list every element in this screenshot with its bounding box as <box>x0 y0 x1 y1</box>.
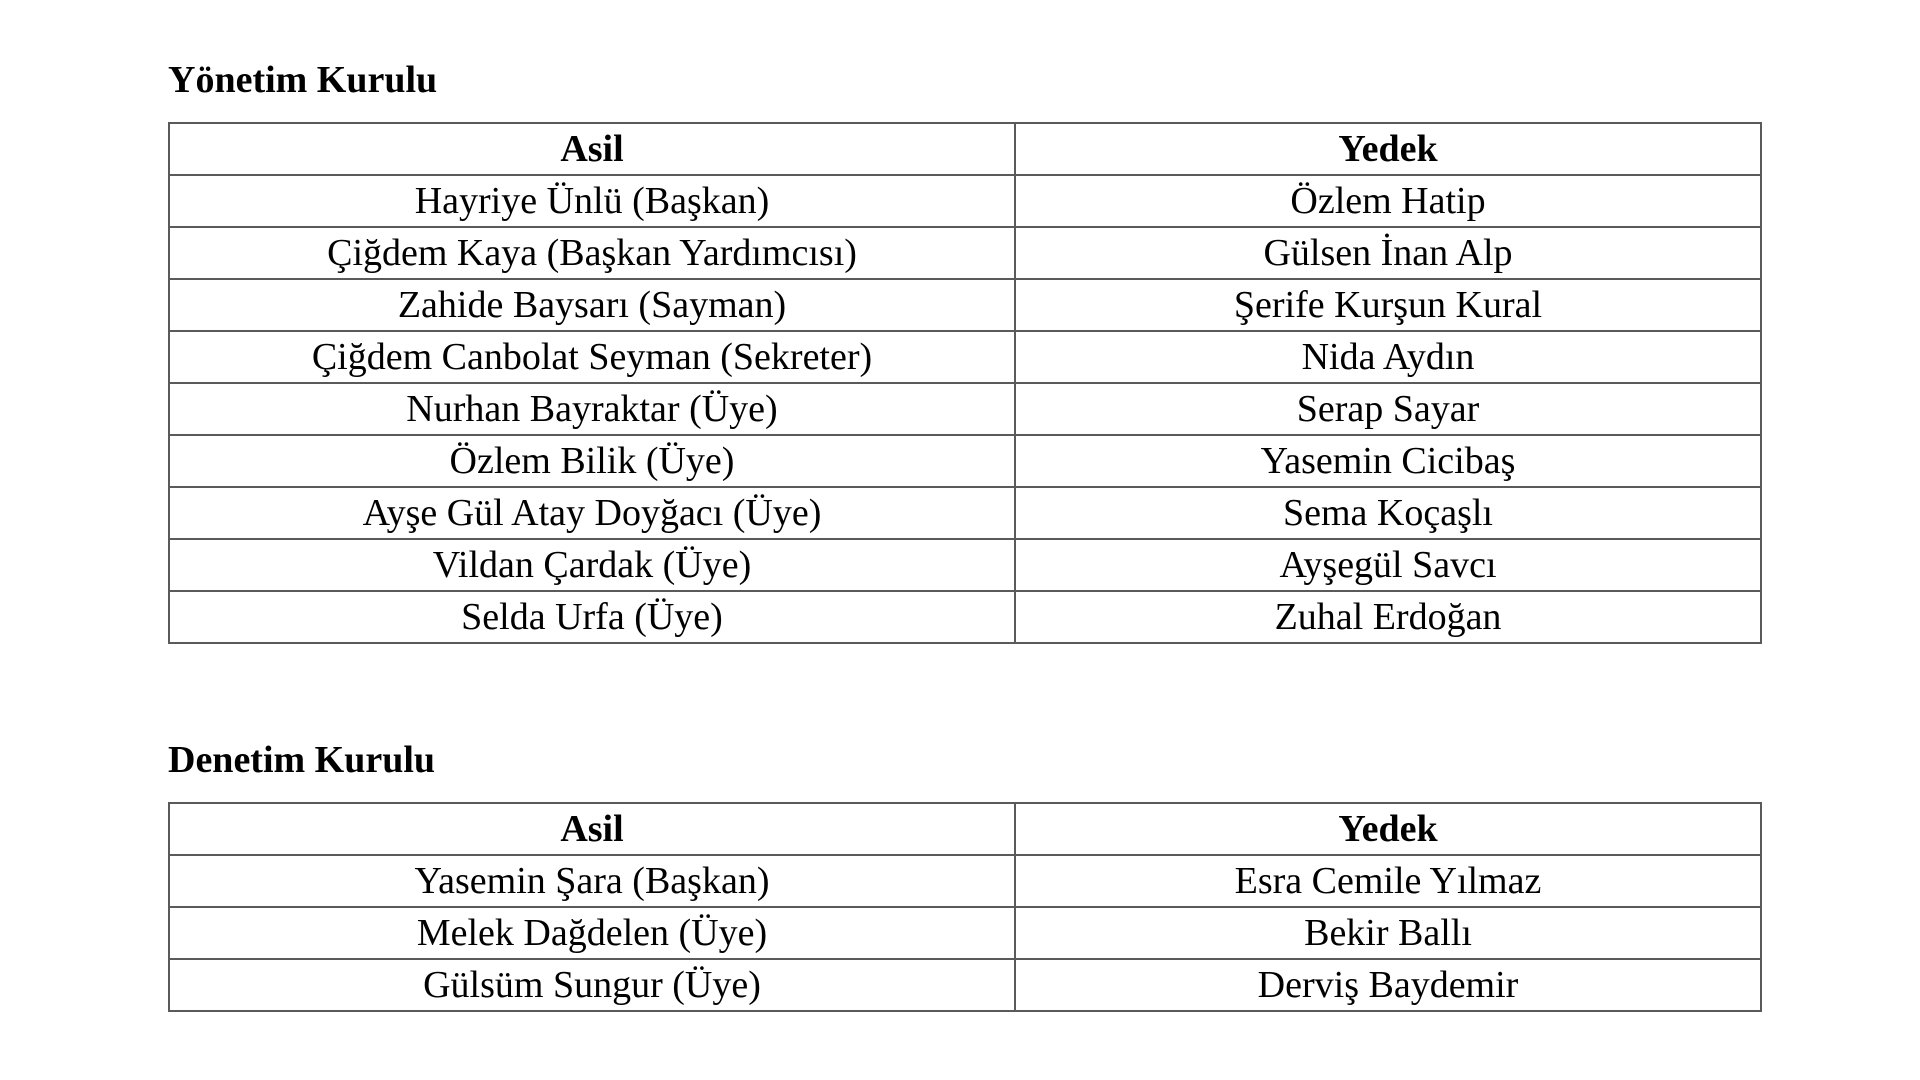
asil-cell: Nurhan Bayraktar (Üye) <box>169 383 1015 435</box>
table-row <box>169 175 1761 227</box>
table-row <box>169 435 1761 487</box>
yedek-header: Yedek <box>1015 803 1761 855</box>
table-row <box>169 383 1761 435</box>
yedek-cell: Derviş Baydemir <box>1015 959 1761 1011</box>
yedek-cell: Şerife Kurşun Kural <box>1015 279 1761 331</box>
asil-header: Asil <box>169 803 1015 855</box>
denetim-kurulu-section <box>168 730 1760 1012</box>
asil-cell: Vildan Çardak (Üye) <box>169 539 1015 591</box>
denetim-kurulu-title: Denetim Kurulu <box>168 739 436 781</box>
table-row <box>169 279 1761 331</box>
yedek-cell: Sema Koçaşlı <box>1015 487 1761 539</box>
asil-cell: Selda Urfa (Üye) <box>169 591 1015 643</box>
asil-cell: Özlem Bilik (Üye) <box>169 435 1015 487</box>
asil-cell: Gülsüm Sungur (Üye) <box>169 959 1015 1011</box>
yedek-cell: Serap Sayar <box>1015 383 1761 435</box>
table-row <box>169 487 1761 539</box>
yedek-cell: Özlem Hatip <box>1015 175 1761 227</box>
table-header-row <box>169 123 1761 175</box>
yedek-cell: Ayşegül Savcı <box>1015 539 1761 591</box>
table-row <box>169 959 1761 1011</box>
table-row <box>169 907 1761 959</box>
yedek-cell: Gülsen İnan Alp <box>1015 227 1761 279</box>
table-header-row <box>169 803 1761 855</box>
asil-cell: Çiğdem Kaya (Başkan Yardımcısı) <box>169 227 1015 279</box>
yedek-header: Yedek <box>1015 123 1761 175</box>
yonetim-kurulu-title: Yönetim Kurulu <box>168 59 438 101</box>
denetim-kurulu-table <box>168 802 1762 1012</box>
asil-cell: Yasemin Şara (Başkan) <box>169 855 1015 907</box>
table-row <box>169 227 1761 279</box>
asil-cell: Melek Dağdelen (Üye) <box>169 907 1015 959</box>
table-row <box>169 855 1761 907</box>
yonetim-kurulu-table <box>168 122 1762 644</box>
table-row <box>169 539 1761 591</box>
yedek-cell: Zuhal Erdoğan <box>1015 591 1761 643</box>
table-row <box>169 591 1761 643</box>
yonetim-kurulu-section <box>168 50 1760 644</box>
yedek-cell: Esra Cemile Yılmaz <box>1015 855 1761 907</box>
table-row <box>169 331 1761 383</box>
asil-header: Asil <box>169 123 1015 175</box>
asil-cell: Hayriye Ünlü (Başkan) <box>169 175 1015 227</box>
asil-cell: Ayşe Gül Atay Doyğacı (Üye) <box>169 487 1015 539</box>
asil-cell: Çiğdem Canbolat Seyman (Sekreter) <box>169 331 1015 383</box>
asil-cell: Zahide Baysarı (Sayman) <box>169 279 1015 331</box>
yedek-cell: Bekir Ballı <box>1015 907 1761 959</box>
yedek-cell: Yasemin Cicibaş <box>1015 435 1761 487</box>
yedek-cell: Nida Aydın <box>1015 331 1761 383</box>
